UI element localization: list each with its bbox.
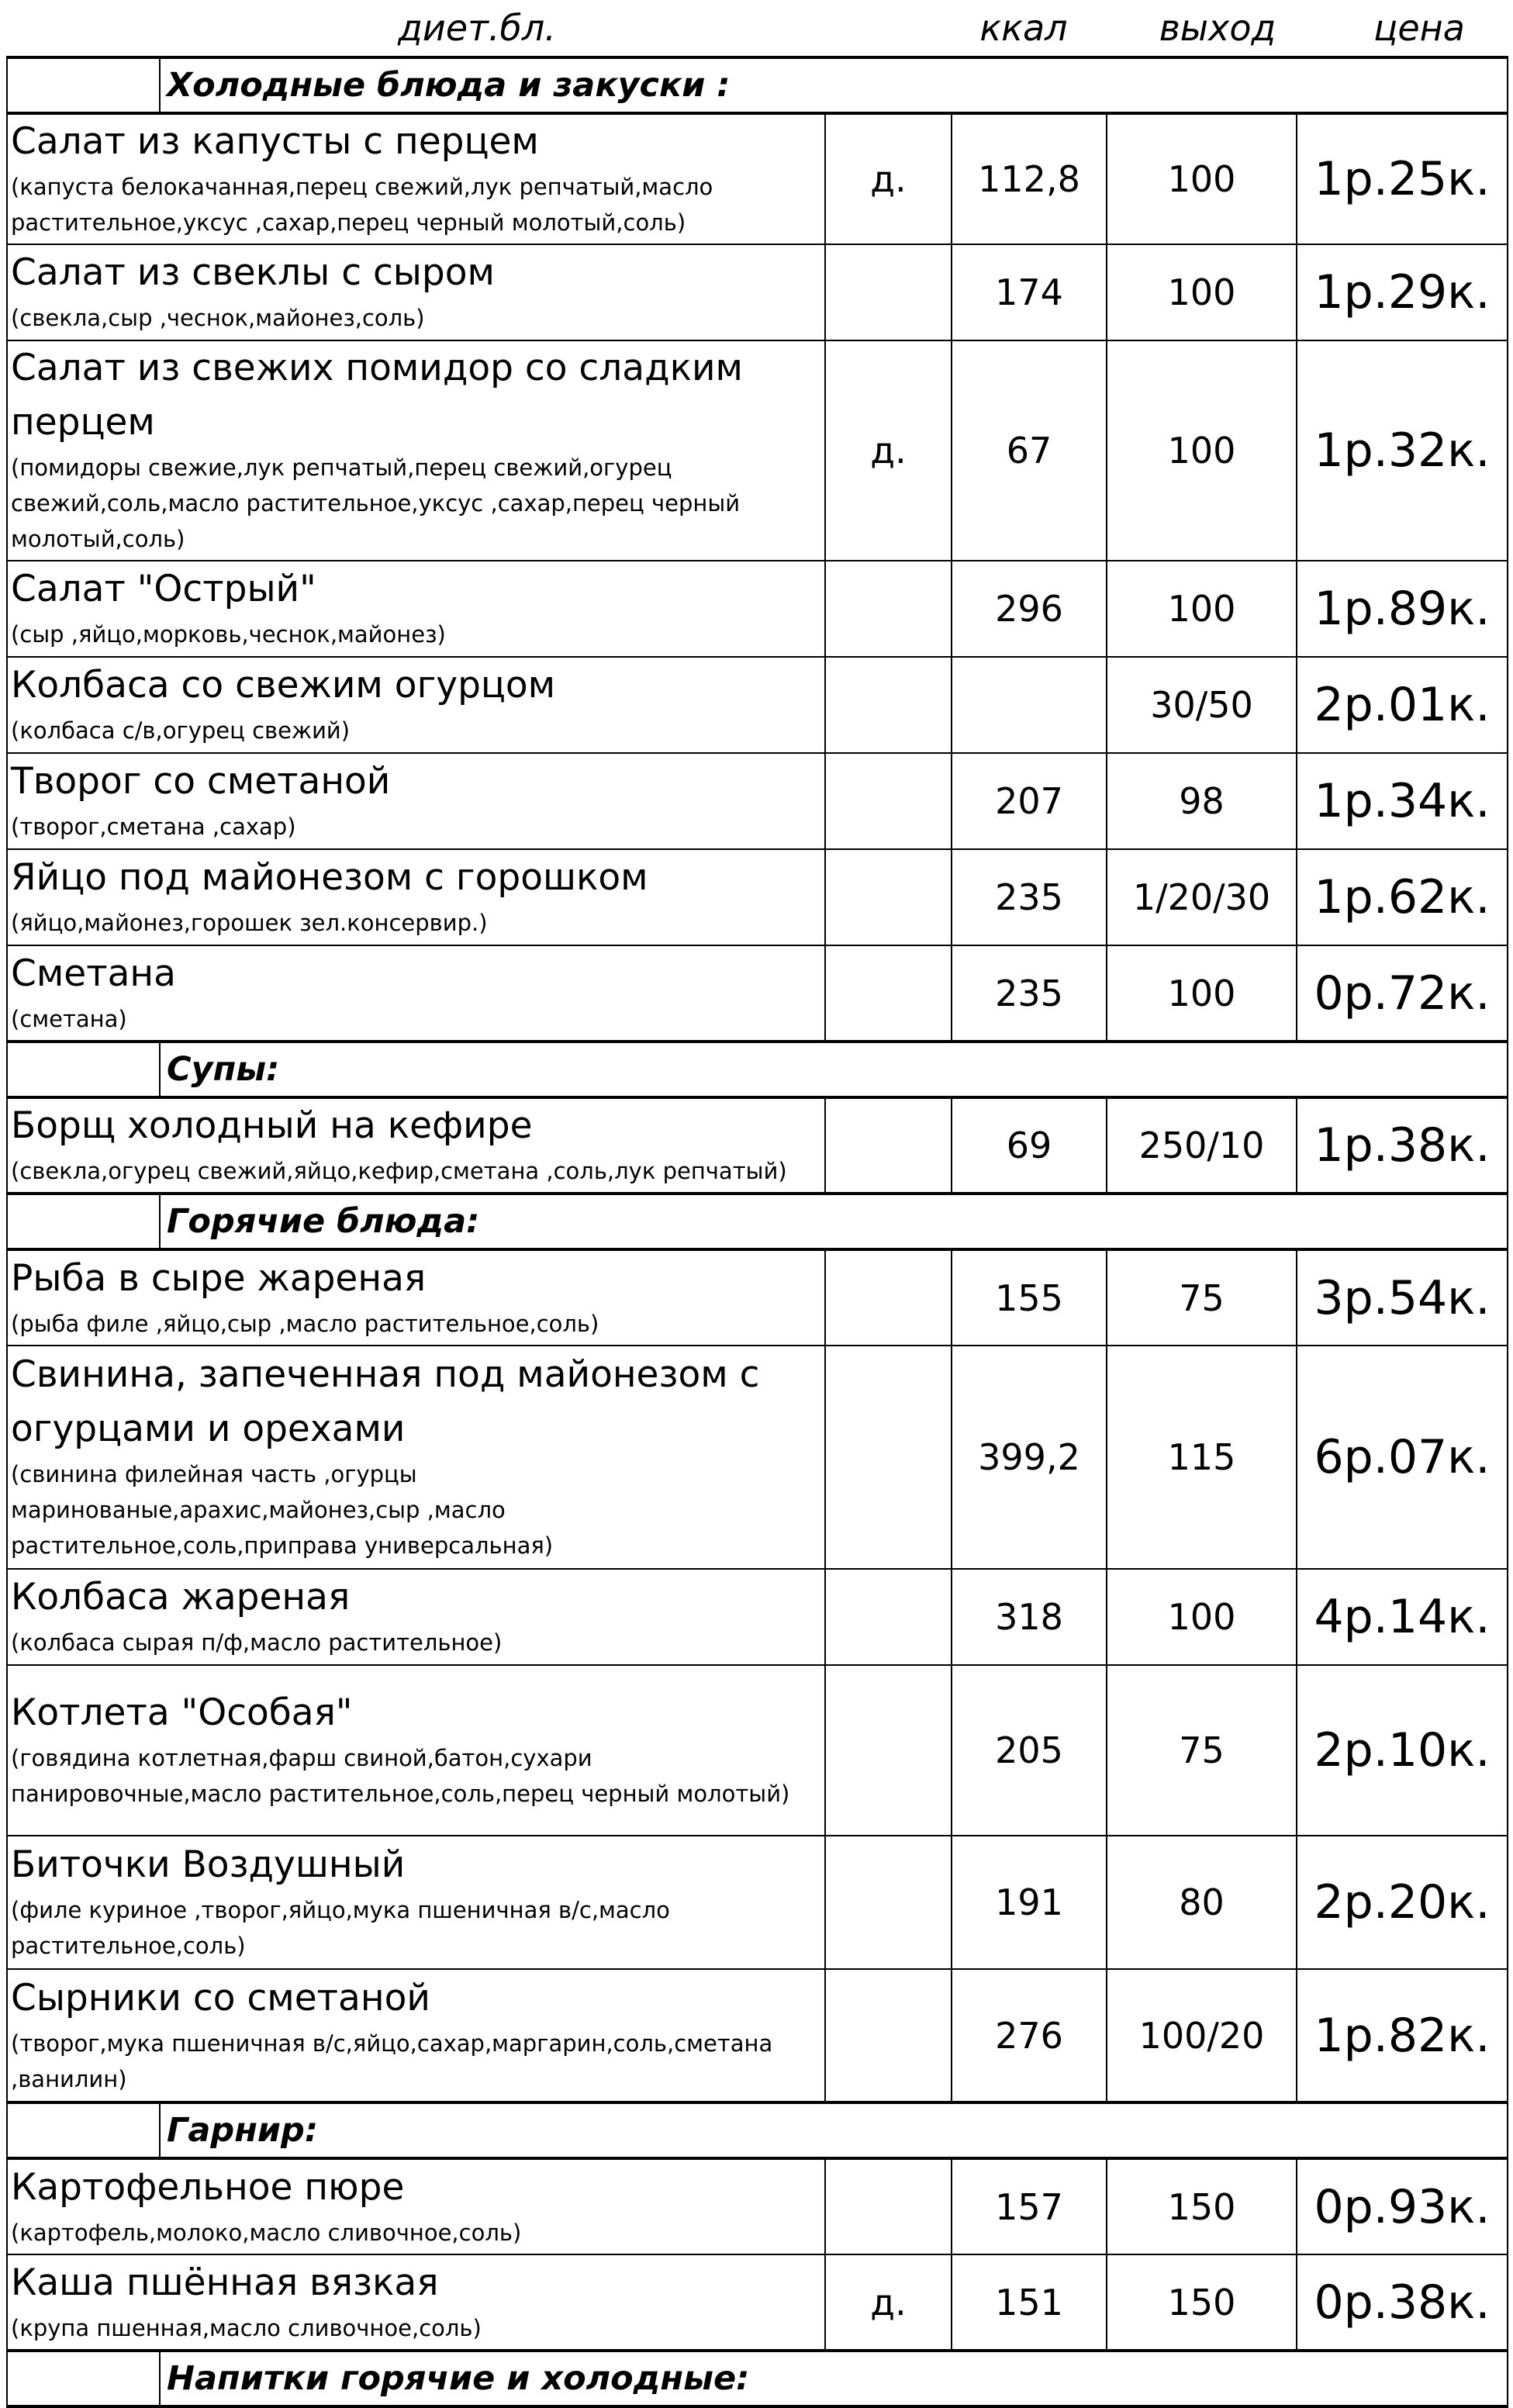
dish-name: Биточки Воздушный [11, 1843, 406, 1886]
dish-diet [825, 1969, 952, 2102]
dish-output: 115 [1107, 1346, 1297, 1569]
section-indent [8, 1043, 161, 1096]
dish-row [7, 753, 1508, 849]
dish-composition: (картофель,молоко,масло сливочное,соль) [11, 2219, 522, 2246]
dish-price: 1р.34к. [1297, 753, 1508, 849]
dish-row [7, 1665, 1508, 1836]
dish-row [7, 2254, 1508, 2351]
dish-cell [7, 753, 825, 849]
dish-output: 250/10 [1107, 1097, 1297, 1194]
dish-name: Каша пшённая вязкая [11, 2261, 439, 2304]
dish-name: Колбаса со свежим огурцом [11, 664, 556, 707]
dish-price: 2р.01к. [1297, 657, 1508, 753]
dish-row [7, 1249, 1508, 1346]
dish-diet [825, 1665, 952, 1836]
dish-composition: (сыр ,яйцо,морковь,чеснок,майонез) [11, 621, 446, 648]
dish-row [7, 113, 1508, 244]
section-indent [8, 1195, 161, 1248]
dish-cell [7, 1836, 825, 1969]
dish-row [7, 1836, 1508, 1969]
dish-output: 100 [1107, 561, 1297, 657]
dish-row [7, 849, 1508, 945]
section-header-cell [7, 57, 1508, 113]
dish-name: Салат из капусты с перцем [11, 120, 539, 163]
dish-kcal: 67 [952, 340, 1107, 561]
header-price: цена [1373, 7, 1465, 49]
dish-output: 100 [1107, 340, 1297, 561]
section-header [8, 59, 1507, 112]
dish-kcal: 69 [952, 1097, 1107, 1194]
dish-kcal: 399,2 [952, 1346, 1107, 1569]
dish-kcal: 174 [952, 244, 1107, 340]
dish-output: 100 [1107, 1569, 1297, 1665]
dish-cell [7, 113, 825, 244]
section-header-row [7, 1194, 1508, 1249]
section-header-cell [7, 2351, 1508, 2406]
section-indent [8, 59, 161, 112]
dish-kcal: 157 [952, 2158, 1107, 2254]
section-title: Гарнир: [167, 2111, 319, 2150]
dish-composition: (творог,сметана ,сахар) [11, 814, 296, 840]
dish-row [7, 244, 1508, 340]
dish-diet [825, 2158, 952, 2254]
dish-price: 2р.20к. [1297, 1836, 1508, 1969]
dish-name: Картофельное пюре [11, 2165, 405, 2209]
dish-output: 30/50 [1107, 657, 1297, 753]
dish-row [7, 2158, 1508, 2254]
section-title: Холодные блюда и закуски : [167, 66, 731, 105]
menu-table [6, 56, 1508, 2408]
section-title: Напитки горячие и холодные: [167, 2359, 750, 2398]
dish-diet [825, 849, 952, 945]
dish-output: 75 [1107, 1665, 1297, 1836]
dish-cell [7, 849, 825, 945]
section-header-row [7, 57, 1508, 113]
dish-kcal: 318 [952, 1569, 1107, 1665]
dish-cell [7, 1346, 825, 1569]
section-header-row [7, 1042, 1508, 1097]
dish-kcal: 155 [952, 1249, 1107, 1346]
dish-row [7, 945, 1508, 1042]
dish-composition: (рыба филе ,яйцо,сыр ,масло растительное,соль) [11, 1310, 599, 1337]
dish-name: Сметана [11, 952, 176, 995]
dish-row [7, 657, 1508, 753]
dish-diet [825, 753, 952, 849]
dish-diet [825, 657, 952, 753]
section-header [8, 1195, 1507, 1248]
dish-kcal: 151 [952, 2254, 1107, 2351]
dish-price: 4р.14к. [1297, 1569, 1508, 1665]
dish-output: 100/20 [1107, 1969, 1297, 2102]
dish-diet: д. [825, 2254, 952, 2351]
dish-name: Салат "Острый" [11, 568, 316, 610]
section-header [8, 2352, 1507, 2405]
dish-output: 100 [1107, 945, 1297, 1042]
dish-kcal: 191 [952, 1836, 1107, 1969]
dish-output: 150 [1107, 2158, 1297, 2254]
dish-composition: (сметана) [11, 1005, 127, 1032]
dish-kcal: 235 [952, 945, 1107, 1042]
dish-name: Яйцо под майонезом с горошком [11, 856, 648, 899]
dish-output: 100 [1107, 113, 1297, 244]
dish-composition: (говядина котлетная,фарш свиной,батон,сухари панировочные,масло растительное,соль,перец черный молотый) [11, 1745, 790, 1807]
dish-price: 6р.07к. [1297, 1346, 1508, 1569]
dish-name: Рыба в сыре жареная [11, 1256, 427, 1300]
section-header-row [7, 2102, 1508, 2158]
dish-row [7, 340, 1508, 561]
dish-cell [7, 1249, 825, 1346]
dish-composition: (крупа пшенная,масло сливочное,соль) [11, 2314, 482, 2341]
dish-diet [825, 1836, 952, 1969]
dish-cell [7, 657, 825, 753]
dish-cell [7, 1665, 825, 1836]
section-header [8, 2104, 1507, 2157]
dish-diet: д. [825, 113, 952, 244]
dish-row [7, 1346, 1508, 1569]
dish-cell [7, 2158, 825, 2254]
dish-name: Колбаса жареная [11, 1576, 351, 1619]
dish-diet [825, 945, 952, 1042]
dish-cell [7, 244, 825, 340]
dish-price: 0р.38к. [1297, 2254, 1508, 2351]
dish-price: 1р.38к. [1297, 1097, 1508, 1194]
dish-price: 1р.89к. [1297, 561, 1508, 657]
dish-cell [7, 561, 825, 657]
section-indent [8, 2352, 161, 2405]
dish-diet [825, 244, 952, 340]
dish-diet [825, 1249, 952, 1346]
dish-output: 150 [1107, 2254, 1297, 2351]
section-title: Супы: [167, 1050, 280, 1089]
dish-row [7, 1569, 1508, 1665]
dish-composition: (капуста белокачанная,перец свежий,лук репчатый,масло растительное,уксус ,сахар,перец черный молотый,соль) [11, 174, 713, 236]
dish-kcal [952, 657, 1107, 753]
dish-cell [7, 1969, 825, 2102]
menu-table-body [7, 57, 1508, 2406]
dish-composition: (творог,мука пшеничная в/с,яйцо,сахар,маргарин,соль,сметана ,ванилин) [11, 2030, 773, 2092]
dish-cell [7, 2254, 825, 2351]
dish-diet [825, 1569, 952, 1665]
dish-diet [825, 1097, 952, 1194]
dish-output: 80 [1107, 1836, 1297, 1969]
dish-name: Сырники со сметаной [11, 1976, 430, 2019]
dish-output: 98 [1107, 753, 1297, 849]
dish-composition: (колбаса с/в,огурец свежий) [11, 717, 351, 744]
header-kcal: ккал [979, 7, 1068, 49]
dish-kcal: 296 [952, 561, 1107, 657]
dish-cell [7, 340, 825, 561]
dish-kcal: 205 [952, 1665, 1107, 1836]
dish-kcal: 207 [952, 753, 1107, 849]
dish-name: Салат из свежих помидор со сладким перцем [11, 347, 743, 444]
dish-row [7, 1969, 1508, 2102]
dish-price: 1р.62к. [1297, 849, 1508, 945]
dish-price: 0р.93к. [1297, 2158, 1508, 2254]
dish-price: 1р.25к. [1297, 113, 1508, 244]
dish-name: Салат из свеклы с сыром [11, 251, 495, 294]
dish-name: Творог со сметаной [11, 760, 391, 803]
dish-cell [7, 1097, 825, 1194]
dish-composition: (помидоры свежие,лук репчатый,перец свежий,огурец свежий,соль,масло растительное,уксус ,сахар,перец черный молотый,соль) [11, 454, 741, 552]
section-header [8, 1043, 1507, 1096]
dish-output: 75 [1107, 1249, 1297, 1346]
dish-output: 100 [1107, 244, 1297, 340]
dish-composition: (яйцо,майонез,горошек зел.консервир.) [11, 910, 488, 936]
dish-composition: (свекла,сыр ,чеснок,майонез,соль) [11, 305, 425, 331]
dish-price: 1р.32к. [1297, 340, 1508, 561]
dish-diet: д. [825, 340, 952, 561]
section-header-cell [7, 1194, 1508, 1249]
dish-composition: (свинина филейная часть ,огурцы маринованые,арахис,майонез,сыр ,масло растительное,соль,приправа универсальная) [11, 1461, 554, 1559]
dish-kcal: 112,8 [952, 113, 1107, 244]
dish-composition: (свекла,огурец свежий,яйцо,кефир,сметана ,соль,лук репчатый) [11, 1158, 787, 1184]
dish-price: 2р.10к. [1297, 1665, 1508, 1836]
header-output: выход [1159, 7, 1276, 49]
section-header-cell [7, 2102, 1508, 2158]
section-title: Горячие блюда: [167, 1202, 480, 1241]
dish-composition: (филе куриное ,творог,яйцо,мука пшеничная в/с,масло растительное,соль) [11, 1897, 670, 1959]
dish-kcal: 235 [952, 849, 1107, 945]
dish-price: 0р.72к. [1297, 945, 1508, 1042]
section-header-cell [7, 1042, 1508, 1097]
dish-name: Котлета "Особая" [11, 1691, 353, 1734]
dish-row [7, 1097, 1508, 1194]
section-indent [8, 2104, 161, 2157]
dish-price: 1р.82к. [1297, 1969, 1508, 2102]
header-diet: диет.бл. [398, 7, 556, 49]
dish-output: 1/20/30 [1107, 849, 1297, 945]
dish-diet [825, 561, 952, 657]
dish-price: 3р.54к. [1297, 1249, 1508, 1346]
dish-row [7, 561, 1508, 657]
dish-name: Свинина, запеченная под майонезом с огурцами и орехами [11, 1353, 760, 1450]
dish-price: 1р.29к. [1297, 244, 1508, 340]
dish-cell [7, 945, 825, 1042]
dish-name: Борщ холодный на кефире [11, 1104, 533, 1147]
dish-diet [825, 1346, 952, 1569]
dish-kcal: 276 [952, 1969, 1107, 2102]
dish-composition: (колбаса сырая п/ф,масло растительное) [11, 1629, 503, 1656]
section-header-row [7, 2351, 1508, 2406]
dish-cell [7, 1569, 825, 1665]
